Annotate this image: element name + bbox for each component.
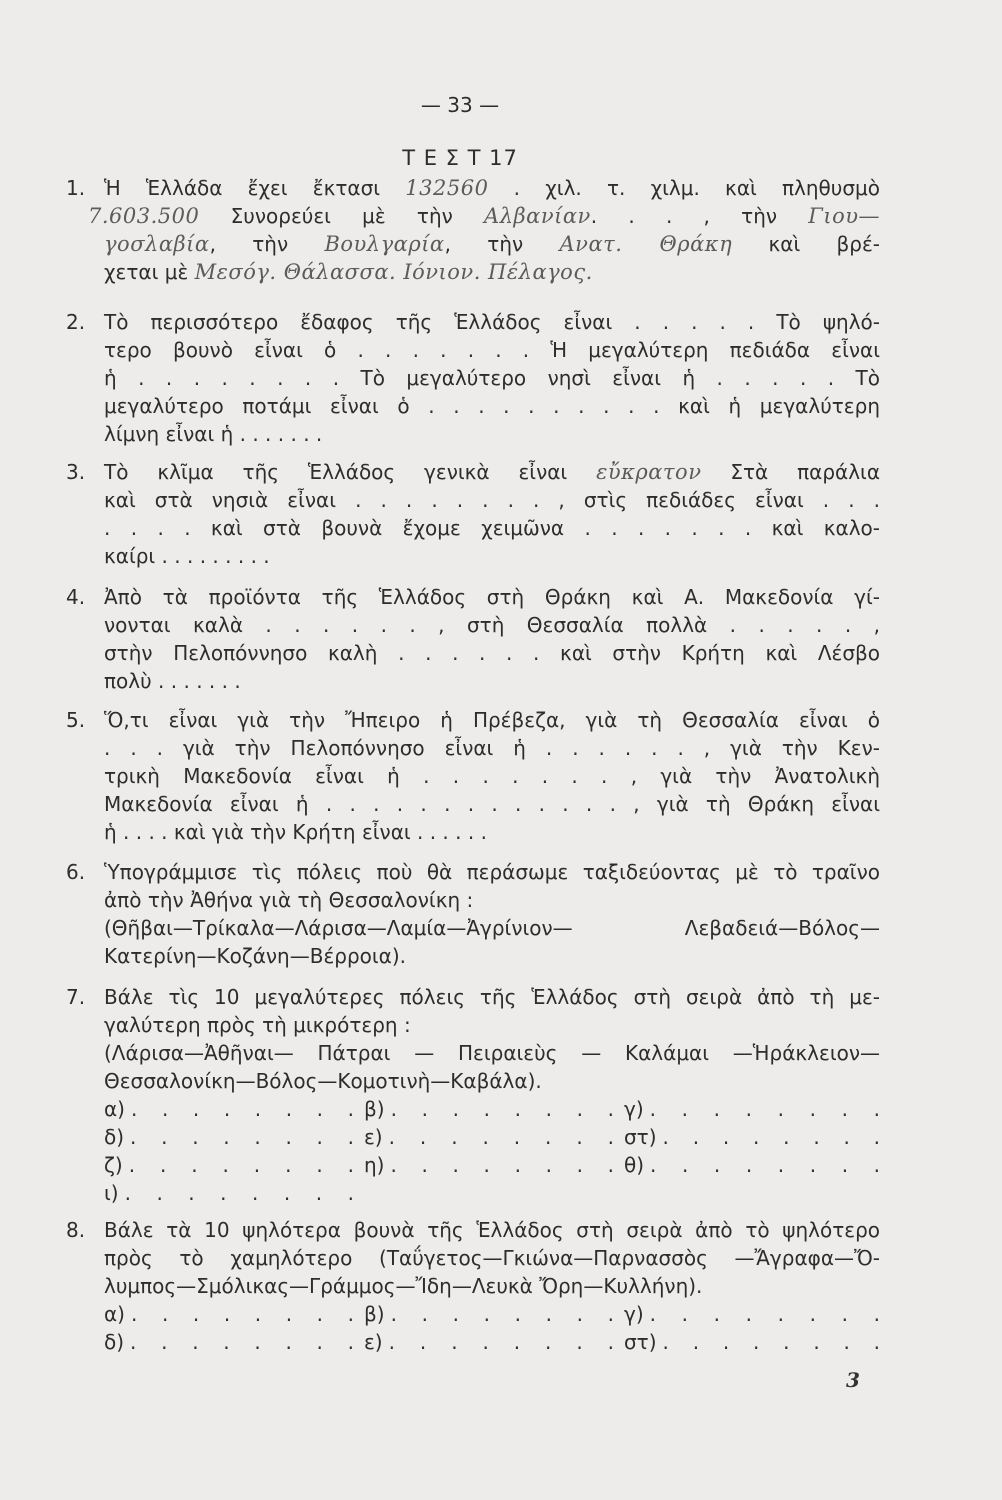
- q1-line-2: [88, 202, 880, 230]
- answer-slot: [364, 1328, 624, 1356]
- answer-label: β): [364, 1097, 385, 1121]
- q3-text: Στὰ παράλια: [730, 460, 880, 484]
- answer-slot: [624, 1300, 880, 1328]
- answer-label: α): [104, 1302, 125, 1326]
- question-3: [66, 458, 880, 570]
- answer-row: [104, 1300, 880, 1328]
- answer-label: α): [104, 1097, 125, 1121]
- answer-row: [104, 1328, 880, 1356]
- answer-slot: [104, 1179, 364, 1207]
- answer-blank: . . . . . . . .: [650, 1153, 880, 1177]
- q5-line-1: Ὅ,τι εἶναι γιὰ τὴν Ἤπειρο ἡ Πρέβεζα, γιὰ τὴ Θεσσαλία εἶναι ὁ: [104, 708, 880, 732]
- answer-blank: . . . . . . . .: [649, 1097, 880, 1121]
- q7-line-3: (Λάρισα—Ἀθῆναι— Πάτραι — Πειραιεὺς — Καλάμαι —Ἡράκλειον—: [104, 1041, 880, 1065]
- answer-slot: [624, 1123, 880, 1151]
- question-7: [66, 983, 880, 1207]
- answer-row: [104, 1179, 880, 1207]
- answer-label: γ): [624, 1302, 644, 1326]
- q1-text: , τὴν: [209, 232, 289, 256]
- answer-slot: [364, 1300, 624, 1328]
- answer-slot: [364, 1123, 624, 1151]
- q1-line-3: [104, 230, 880, 258]
- q2-line-2: τερο βουνὸ εἶναι ὁ . . . . . . . Ἡ μεγαλύτερη πεδιάδα εἶναι: [104, 338, 880, 362]
- answer-slot: [104, 1328, 364, 1356]
- q2-line-4: μεγαλύτερο ποτάμι εἶναι ὁ . . . . . . . . . . καὶ ἡ μεγαλύτερη: [104, 394, 880, 418]
- answer-slot: [624, 1095, 880, 1123]
- question-number: 2.: [66, 310, 86, 334]
- q4-line-4: πολὺ . . . . . . .: [104, 669, 241, 693]
- q8-line-3: λυμπος—Σμόλικας—Γράμμος—Ἴδη—Λευκὰ Ὄρη—Κυλλήνη).: [104, 1274, 703, 1298]
- q1-text: Ἡ Ἑλλάδα ἔχει ἔκτασι: [104, 176, 381, 200]
- q5-line-2: . . . γιὰ τὴν Πελοπόννησο εἶναι ἡ . . . . . . , γιὰ τὴν Κεν-: [104, 736, 880, 760]
- question-1: [66, 174, 881, 286]
- q1-line-1: [104, 174, 880, 202]
- q1-handwritten-answer: 7.603.500: [88, 204, 200, 228]
- q5-line-4: Μακεδονία εἶναι ἡ . . . . . . . . . . . . . , γιὰ τὴ Θράκη εἶναι: [104, 792, 880, 816]
- answer-blank: . . . . . . . .: [131, 1097, 354, 1121]
- q3-line-4: καίρι . . . . . . . . .: [104, 544, 270, 568]
- answer-blank: . . . . . . . .: [390, 1302, 614, 1326]
- question-2: [66, 308, 880, 448]
- answer-row: [104, 1123, 880, 1151]
- answer-slot: [104, 1300, 364, 1328]
- answer-slot: [624, 1151, 880, 1179]
- q1-handwritten-answer: Αλβανίαν: [484, 204, 591, 228]
- answer-label: ε): [364, 1330, 383, 1354]
- answer-blank: . . . . . . . .: [390, 1153, 614, 1177]
- q4-line-2: νονται καλὰ . . . . . . , στὴ Θεσσαλία πολλὰ . . . . . ,: [104, 613, 880, 637]
- answer-label: η): [364, 1153, 385, 1177]
- q3-line-1: [104, 458, 880, 486]
- q5-line-5: ἡ . . . . καὶ γιὰ τὴν Κρήτη εἶναι . . . . . .: [104, 820, 487, 844]
- q1-handwritten-answer: Ανατ. Θράκη: [559, 232, 733, 256]
- answer-slot: [624, 1328, 880, 1356]
- q3-line-2: καὶ στὰ νησιὰ εἶναι . . . . . . . . , στὶς πεδιάδες εἶναι . . .: [104, 488, 880, 512]
- question-number: 8.: [66, 1218, 86, 1242]
- q1-text: χεται μὲ: [104, 260, 189, 284]
- answer-slot: [104, 1151, 364, 1179]
- q7-line-1: Βάλε τὶς 10 μεγαλύτερες πόλεις τῆς Ἑλλάδος στὴ σειρὰ ἀπὸ τὴ με-: [104, 985, 880, 1009]
- q6-line-3: (Θῆβαι—Τρίκαλα—Λάρισα—Λαμία—Ἀγρίνιον— Λεβαδειά—Βόλος—: [104, 916, 880, 940]
- answer-slot: [364, 1151, 624, 1179]
- q2-line-3: ἡ . . . . . . . . Τὸ μεγαλύτερο νησὶ εἶναι ἡ . . . . . Τὸ: [104, 366, 880, 390]
- question-number: 1.: [66, 176, 86, 200]
- answer-label: ε): [364, 1125, 383, 1149]
- answer-blank: . . . . . . . .: [131, 1302, 354, 1326]
- q7-line-2: γαλύτερη πρὸς τὴ μικρότερη :: [104, 1013, 411, 1037]
- q5-line-3: τρικὴ Μακεδονία εἶναι ἡ . . . . . . . , γιὰ τὴν Ἀνατολικὴ: [104, 764, 880, 788]
- question-number: 6.: [66, 860, 86, 884]
- answer-row: [104, 1151, 880, 1179]
- q1-handwritten-answer: Γιου—: [808, 204, 880, 228]
- answer-blank: . . . . . . . .: [388, 1330, 614, 1354]
- question-4: [66, 583, 880, 695]
- q6-line-1: Ὑπογράμμισε τὶς πόλεις ποὺ θὰ περάσωμε ταξιδεύοντας μὲ τὸ τραῖνο: [104, 860, 880, 884]
- q1-handwritten-answer: 132560: [405, 176, 489, 200]
- question-number: 5.: [66, 708, 86, 732]
- page-number-header: — 33 —: [420, 93, 500, 117]
- q3-handwritten-answer: εὔκρατον: [596, 460, 702, 484]
- answer-blank: . . . . . . . .: [388, 1125, 614, 1149]
- answer-slot: [364, 1095, 624, 1123]
- answer-label: ζ): [104, 1153, 123, 1177]
- question-number: 7.: [66, 985, 86, 1009]
- answer-blank: . . . . . . . .: [130, 1125, 354, 1149]
- q1-text: Συνορεύει μὲ τὴν: [230, 204, 453, 228]
- q3-line-3: . . . . καὶ στὰ βουνὰ ἔχομε χειμῶνα . . . . . . . καὶ καλο-: [104, 516, 880, 540]
- sheet-signature-mark: 3: [846, 1368, 860, 1392]
- q1-handwritten-answer: γοσλαβία: [104, 232, 210, 256]
- q1-text: , τὴν: [444, 232, 524, 256]
- q1-handwritten-answer: Μεσόγ. Θάλασσα. Ιόνιον. Πέλαγος.: [194, 260, 593, 284]
- answer-slot: [104, 1123, 364, 1151]
- answer-label: γ): [624, 1097, 644, 1121]
- answer-blank: . . . . . . . .: [124, 1181, 354, 1205]
- answer-blank: . . . . . . . .: [662, 1330, 880, 1354]
- q8-line-2: πρὸς τὸ χαμηλότερο (Ταΰγετος—Γκιώνα—Παρνασσὸς —Ἄγραφα—Ὄ-: [104, 1246, 880, 1270]
- answer-label: δ): [104, 1125, 125, 1149]
- question-8: [66, 1216, 880, 1356]
- q4-line-3: στὴν Πελοπόννησο καλὴ . . . . . . καὶ στὴν Κρήτη καὶ Λέσβο: [104, 641, 880, 665]
- q1-line-4: [104, 258, 880, 286]
- q1-text: . . . , τὴν: [590, 204, 778, 228]
- answer-label: δ): [104, 1330, 125, 1354]
- answer-label: β): [364, 1302, 385, 1326]
- test-title: Τ Ε Σ Τ 17: [402, 146, 518, 170]
- q2-line-1: Τὸ περισσότερο ἔδαφος τῆς Ἑλλάδος εἶναι . . . . . Τὸ ψηλό-: [104, 310, 880, 334]
- q1-text: . χιλ. τ. χιλμ. καὶ πληθυσμὸ: [513, 176, 880, 200]
- answer-blank: . . . . . . . .: [649, 1302, 880, 1326]
- q8-line-1: Βάλε τὰ 10 ψηλότερα βουνὰ τῆς Ἑλλάδος στὴ σειρὰ ἀπὸ τὸ ψηλότερο: [104, 1218, 880, 1242]
- answer-label: θ): [624, 1153, 645, 1177]
- answer-label: ι): [104, 1181, 119, 1205]
- answer-slot: [104, 1095, 364, 1123]
- q6-line-4: Κατερίνη—Κοζάνη—Βέρροια).: [104, 944, 406, 968]
- q3-text: Τὸ κλῖμα τῆς Ἑλλάδος γενικὰ εἶναι: [104, 460, 568, 484]
- answer-blank: . . . . . . . .: [662, 1125, 880, 1149]
- question-number: 3.: [66, 460, 86, 484]
- q1-text: καὶ βρέ-: [768, 232, 881, 256]
- question-6: [66, 858, 880, 970]
- question-5: [66, 706, 880, 846]
- answer-label: στ): [624, 1125, 657, 1149]
- answer-blank: . . . . . . . .: [390, 1097, 614, 1121]
- answer-blank: . . . . . . . .: [128, 1153, 354, 1177]
- question-number: 4.: [66, 585, 86, 609]
- q4-line-1: Ἀπὸ τὰ προϊόντα τῆς Ἑλλάδος στὴ Θράκη καὶ Α. Μακεδονία γί-: [104, 585, 880, 609]
- q2-line-5: λίμνη εἶναι ἡ . . . . . . .: [104, 422, 323, 446]
- q1-handwritten-answer: Βουλγαρία: [324, 232, 445, 256]
- answer-label: στ): [624, 1330, 657, 1354]
- q7-line-4: Θεσσαλονίκη—Βόλος—Κομοτινὴ—Καβάλα).: [104, 1069, 542, 1093]
- answer-row: [104, 1095, 880, 1123]
- q6-line-2: ἀπὸ τὴν Ἀθήνα γιὰ τὴ Θεσσαλονίκη :: [104, 888, 474, 912]
- answer-blank: . . . . . . . .: [130, 1330, 354, 1354]
